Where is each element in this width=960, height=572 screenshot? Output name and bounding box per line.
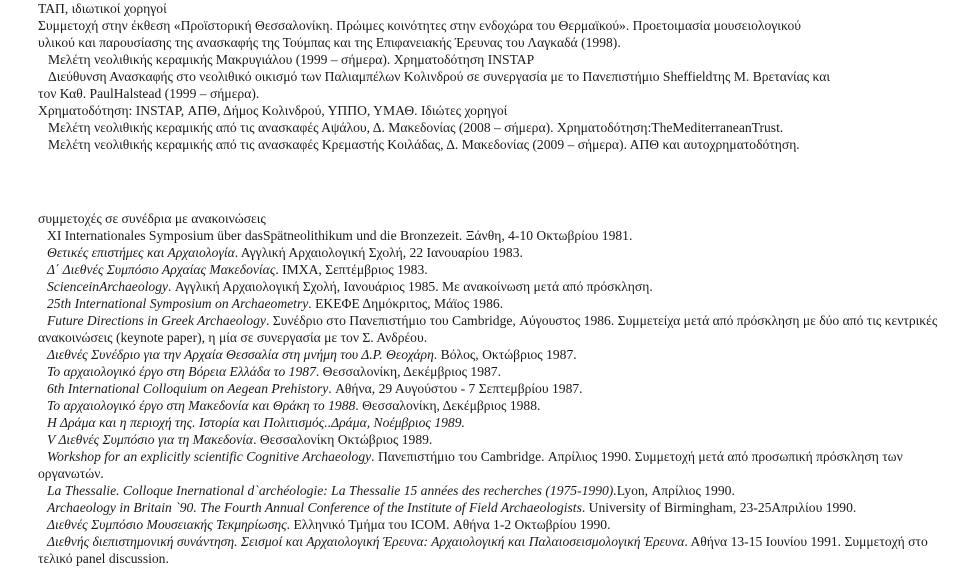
conference-title: Διεθνές Συνέδριο για την Αρχαία Θεσσαλία στη μνήμη του Δ.Ρ. Θεοχάρη	[47, 347, 434, 362]
conference-details: . Θεσσαλονίκη Οκτώβριος 1989.	[253, 432, 433, 447]
conference-details: . ΕΚΕΦΕ Δημόκριτος, Μάϊος 1986.	[308, 296, 504, 311]
conference-item	[47, 431, 432, 448]
conference-details: . Ελληνικό Τμήμα του ICOM. Αθήνα 1-2 Οκτωβρίου 1990.	[286, 517, 611, 532]
conference-title: Η Δράμα και η περιοχή της. Ιστορία και Πολιτισμός	[47, 415, 325, 430]
conference-title: 6th International Colloquium on Aegean Prehistory	[47, 381, 329, 396]
conference-item	[47, 533, 928, 550]
conference-item	[47, 397, 540, 414]
conference-item-continued	[38, 550, 169, 567]
conference-details: . University of Birmingham, 23-25Απριλίου 1990.	[581, 500, 857, 515]
funding-line: τον Καθ. PaulHalstead (1999 – σήμερα).	[38, 86, 260, 101]
conference-item	[47, 516, 611, 533]
conference-details: . ΙΜΧΑ, Σεπτέμβριος 1983.	[275, 262, 428, 277]
conference-details: . Θεσσαλονίκη, Δεκέμβριος 1988.	[355, 398, 541, 413]
funding-line: Μελέτη νεολιθικής κεραμικής από τις ανασκαφές Αψάλου, Δ. Μακεδονίας (2008 – σήμερα). Χρηματοδότηση:TheMediterraneanTrust.	[48, 120, 784, 135]
funding-line: Συμμετοχή στην έκθεση «Προϊστορική Θεσσαλονίκη. Πρώιμες κοινότητες στην ενδοχώρα του Θερμαϊκού». Προετοιμασία μουσειολογικού	[38, 18, 802, 33]
conference-item	[47, 227, 632, 244]
conference-title: ScienceinArchaeology	[47, 279, 169, 294]
conference-item	[47, 312, 937, 329]
conference-item	[47, 380, 583, 397]
section-heading: συμμετοχές σε συνέδρια με ανακοινώσεις	[38, 211, 266, 226]
conference-details: τελικό panel discussion.	[38, 551, 169, 566]
conference-item	[47, 414, 465, 431]
conference-title: Το αρχαιολογικό έργο στη Βόρεια Ελλάδα το 1987	[47, 364, 316, 379]
conference-details: . Πανεπιστήμιο του Cambridge. Απρίλιος 1990. Συμμετοχή μετά από προσωπική πρόσκληση των	[371, 449, 903, 464]
funding-line: υλικού και παρουσίασης της ανασκαφής της Τούμπας και της Επιφανειακής Έρευνας του Λαγκαδά (1998).	[38, 35, 621, 50]
conference-title: La Thessalie. Colloque Inernational d`archéologie: La Thessalie 15 années des recherches (1975-1990).	[47, 483, 617, 498]
conference-title: V Διεθνές Συμπόσιο για τη Μακεδονία	[47, 432, 254, 447]
funding-line: Διεύθυνση Ανασκαφής στο νεολιθικό οικισμό των Παλιαμπέλων Κολινδρού σε συνεργασία με το Πανεπιστήμιο Sheffieldτης Μ. Βρετανίας και	[48, 69, 831, 84]
conference-details: ανακοινώσεις (keynote paper), η μία σε συνεργασία με τον Σ. Ανδρέου.	[38, 330, 428, 345]
conference-item	[47, 346, 577, 363]
conference-title: 25th International Symposium on Archaeometry	[47, 296, 309, 311]
conference-item	[47, 244, 523, 261]
funding-line: Χρηματοδότηση: INSTAP, ΑΠΘ, Δήμος Κολινδρού, ΥΠΠΟ, ΥΜΑΘ. Ιδιώτες χορηγοί	[38, 103, 508, 118]
conference-item	[47, 499, 856, 516]
funding-line: ΤΑΠ, ιδιωτικοί χορηγοί	[38, 1, 167, 16]
conference-item	[47, 482, 735, 499]
conference-details: οργανωτών.	[38, 466, 104, 481]
funding-line: Μελέτη νεολιθικής κεραμικής Μακρυγιάλου (1999 – σήμερα). Χρηματοδότηση INSTAP	[48, 52, 535, 67]
conference-title: Archaeology in Britain `90. The Fourth Annual Conference of the Institute of Field Archaeologists	[47, 500, 582, 515]
conference-details: . Αθήνα 13-15 Ιουνίου 1991. Συμμετοχή στο	[684, 534, 928, 549]
conference-title: XI Internationales Symposium über dasSpätneolithikum und die Bronzezeit	[47, 228, 459, 243]
conference-details: . Αγγλική Αρχαιολογική Σχολή, 22 Ιανουαρίου 1983.	[234, 245, 523, 260]
conference-item-continued	[38, 329, 427, 346]
conference-title: Δ΄ Διεθνές Συμπόσιο Αρχαίας Μακεδονίας	[47, 262, 276, 277]
conference-title: Διεθνές Συμπόσιο Μουσειακής Τεκμηρίωσης	[47, 517, 287, 532]
conference-item-continued	[38, 465, 104, 482]
conference-details: . Θεσσαλονίκη, Δεκέμβριος 1987.	[315, 364, 501, 379]
conference-details: . Συνέδριο στο Πανεπιστήμιο του Cambridge, Αύγουστος 1986. Συμμετείχα μετά από πρόσκληση με δύο από τις κεντρικές	[265, 313, 938, 328]
conference-title: Θετικές επιστήμες και Αρχαιολογία	[47, 245, 235, 260]
conference-details: Lyon, Απρίλιος 1990.	[616, 483, 735, 498]
conference-item	[47, 448, 903, 465]
conference-details: . Αγγλική Αρχαιολογική Σχολή, Ιανουάριος 1985. Με ανακοίνωση μετά από πρόσκληση.	[168, 279, 653, 294]
conference-title: Future Directions in Greek Archaeology	[47, 313, 266, 328]
conference-item	[47, 261, 428, 278]
conference-title: Το αρχαιολογικό έργο στη Μακεδονία και Θράκη το 1988	[47, 398, 356, 413]
conference-details: ..Δράμα, Νοέμβριος 1989.	[324, 415, 465, 430]
conference-details: . Αθήνα, 29 Αυγούστου - 7 Σεπτεμβρίου 1987.	[328, 381, 583, 396]
conference-item	[47, 295, 503, 312]
funding-line: Μελέτη νεολιθικής κεραμικής από τις ανασκαφές Κρεμαστής Κοιλάδας, Δ. Μακεδονίας (2009 – σήμερα). ΑΠΘ και αυτοχρηματοδότηση.	[48, 137, 800, 152]
conference-details: . Ξάνθη, 4-10 Οκτωβρίου 1981.	[458, 228, 633, 243]
conference-title: Workshop for an explicitly scientific Cognitive Archaeology	[47, 449, 372, 464]
conference-details: . Βόλος, Οκτώβριος 1987.	[433, 347, 577, 362]
conference-title: Διεθνής διεπιστημονική συνάντηση. Σεισμοί και Αρχαιολογική Έρευνα: Αρχαιολογική και Παλαιοσεισμολογική Έρευνα	[47, 534, 685, 549]
conference-item	[47, 278, 653, 295]
conference-item	[47, 363, 501, 380]
